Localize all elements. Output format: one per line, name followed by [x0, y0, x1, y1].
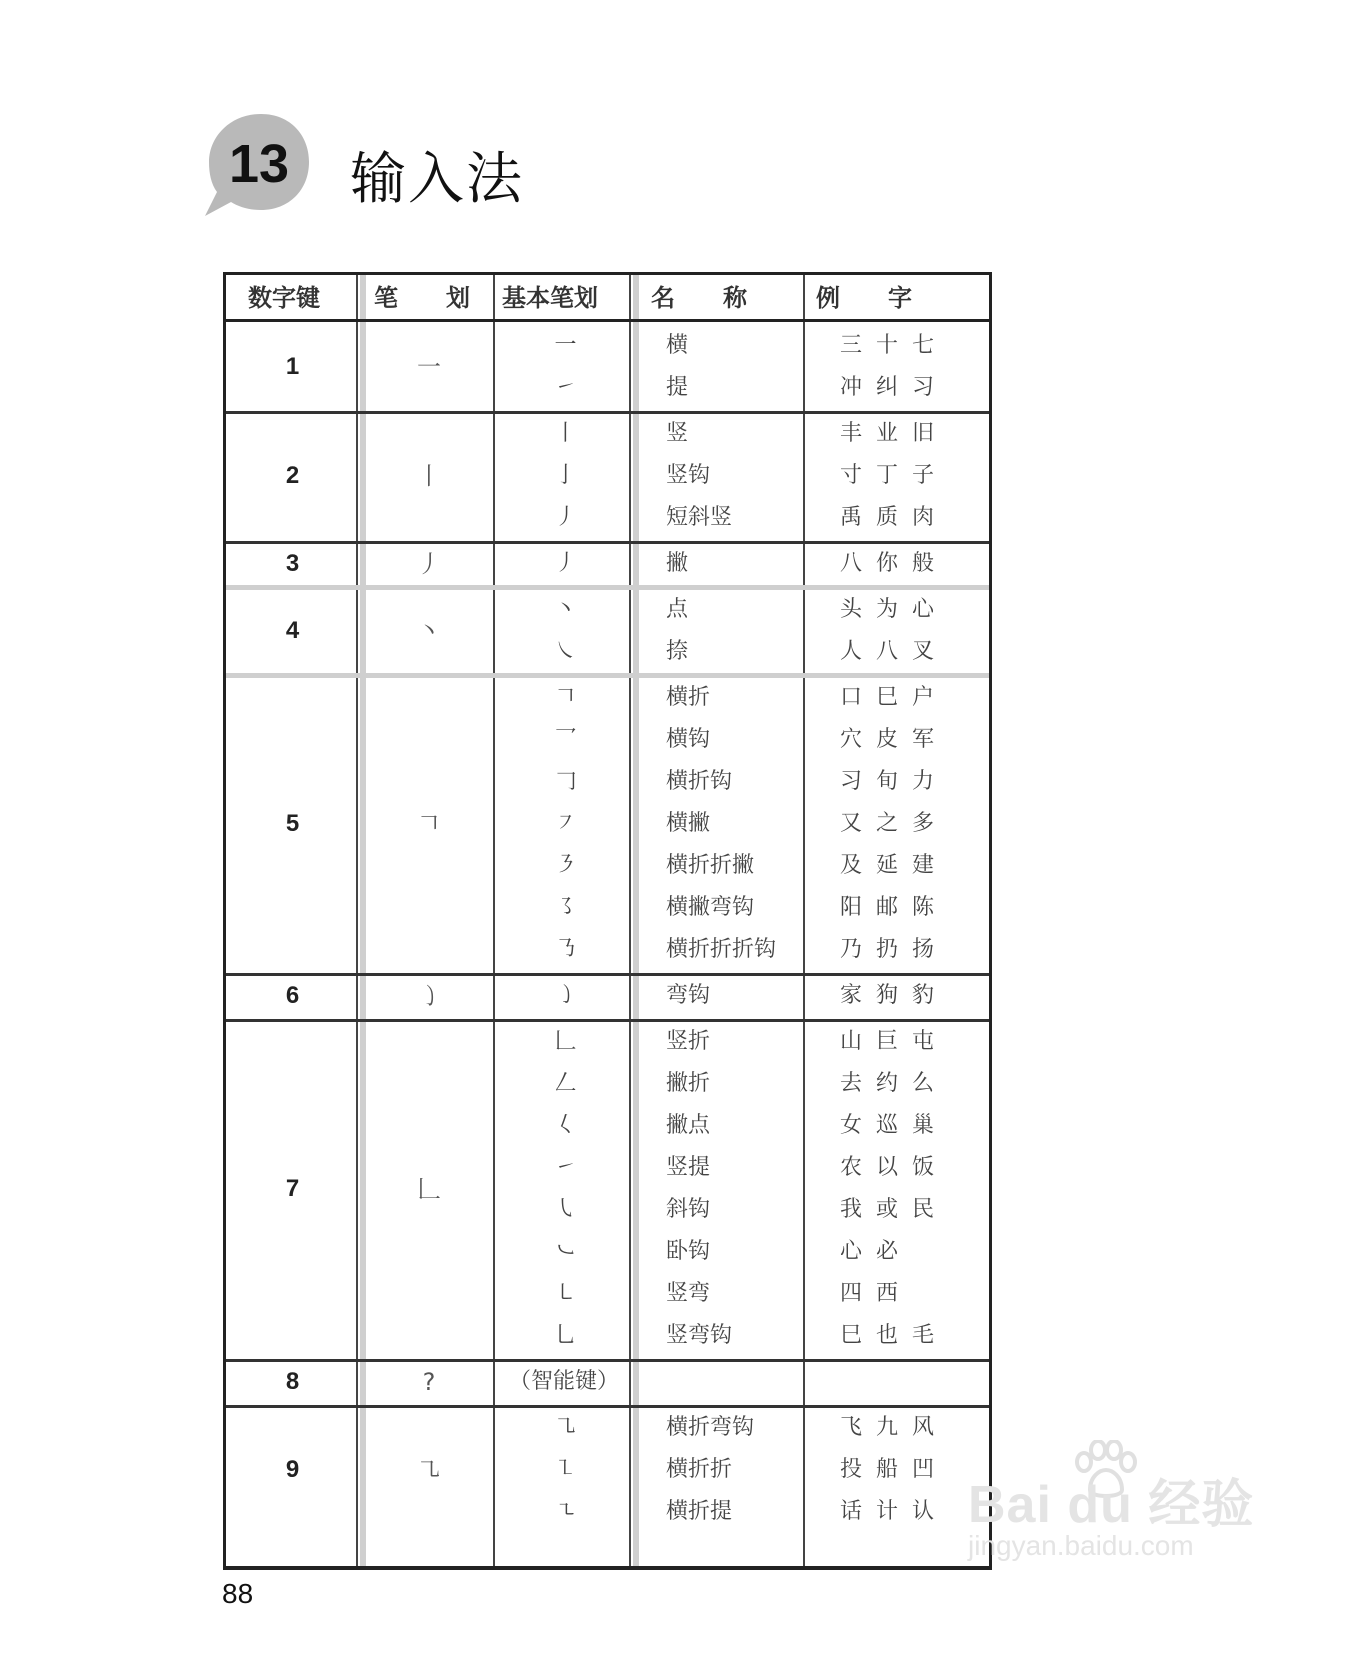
example-chars: 话计认	[840, 1499, 949, 1524]
watermark-url: jingyan.baidu.com	[968, 1530, 1194, 1561]
stroke-name: 弯钩	[666, 983, 711, 1008]
stroke-name: 横折钩	[666, 769, 733, 794]
example-chars: 家狗豹	[840, 983, 949, 1008]
baidu-jingyan-watermark: Bai du 经验	[968, 1476, 1255, 1534]
group-divider	[226, 1405, 989, 1408]
example-chars: 人八叉	[840, 639, 949, 664]
basic-stroke: 𠃊	[554, 1029, 577, 1054]
stroke-name: 横折提	[666, 1499, 733, 1524]
stroke-name: 捺	[666, 639, 689, 664]
example-chars: 山巨屯	[840, 1029, 949, 1054]
header-basic-stroke: 基本笔划	[502, 284, 598, 312]
stroke-name: 横撇弯钩	[666, 895, 755, 920]
basic-stroke: ㇇	[554, 811, 577, 836]
stroke-symbol: 丶	[417, 617, 441, 645]
stroke-name: 横	[666, 333, 689, 358]
stroke-name: 点	[666, 597, 689, 622]
example-chars: 四西	[840, 1281, 913, 1306]
key-number: 9	[285, 1456, 300, 1483]
header-examples: 例 字	[816, 284, 912, 312]
basic-stroke: ㇋	[554, 853, 577, 878]
page-number: 88	[222, 1578, 254, 1609]
example-chars: 八你般	[840, 551, 949, 576]
basic-stroke: 亅	[554, 463, 577, 488]
key-number: 4	[285, 617, 300, 644]
example-chars: 去约么	[840, 1071, 949, 1096]
stroke-name: 横折	[666, 685, 711, 710]
stroke-name: 撇	[666, 551, 689, 576]
key-number: 5	[285, 810, 300, 837]
example-chars: 冲纠习	[840, 375, 949, 400]
page-title: 输入法	[350, 147, 524, 212]
stroke-name: 斜钩	[666, 1197, 711, 1222]
example-chars: 习旬力	[840, 769, 949, 794]
basic-stroke: 一	[554, 333, 577, 358]
stroke-name: 竖弯钩	[666, 1323, 733, 1348]
stroke-symbol: 𠃊	[417, 1175, 441, 1203]
stroke-name: 竖钩	[666, 463, 711, 488]
group-divider	[226, 973, 989, 976]
chapter-number: 13	[228, 134, 290, 194]
header-key: 数字键	[248, 284, 320, 312]
stroke-name: 短斜竖	[666, 505, 733, 530]
stroke-name: 横钩	[666, 727, 711, 752]
basic-stroke: ㇈	[554, 1415, 577, 1440]
basic-stroke: 乛	[554, 727, 577, 752]
basic-stroke: ㇄	[554, 1281, 577, 1306]
example-chars: 农以饭	[840, 1155, 949, 1180]
basic-stroke: ㇀	[554, 1155, 577, 1180]
stroke-input-table	[223, 272, 992, 1570]
stroke-name: 撇点	[666, 1113, 711, 1138]
basic-stroke: ㇀	[554, 375, 577, 400]
group-divider	[226, 541, 989, 544]
header-stroke: 笔 划	[374, 284, 470, 312]
stroke-name: 竖	[666, 421, 689, 446]
basic-stroke: ㇁	[554, 983, 577, 1008]
stroke-symbol: 丿	[417, 550, 441, 578]
example-chars: 飞九风	[840, 1415, 949, 1440]
basic-stroke: 𠃋	[554, 1071, 577, 1096]
stroke-symbol: 丨	[417, 462, 441, 490]
group-divider	[226, 411, 989, 414]
key-number: 6	[285, 982, 300, 1009]
group-divider	[226, 1019, 989, 1022]
example-chars: 及延建	[840, 853, 949, 878]
basic-stroke: 丶	[554, 597, 577, 622]
stroke-name: 提	[666, 375, 689, 400]
example-chars: 投船凹	[840, 1457, 949, 1482]
example-chars: 穴皮军	[840, 727, 949, 752]
key-number: 7	[285, 1175, 300, 1202]
basic-stroke: ㇡	[554, 937, 577, 962]
basic-stroke: 乚	[554, 1323, 577, 1348]
stroke-symbol: ㇁	[417, 982, 441, 1010]
example-chars: 头为心	[840, 597, 949, 622]
key-number: 3	[285, 550, 300, 577]
basic-stroke: 丨	[554, 421, 577, 446]
example-chars: 三十七	[840, 333, 949, 358]
key-number: 2	[285, 462, 300, 489]
group-divider	[226, 1359, 989, 1362]
stroke-symbol: 一	[417, 353, 441, 381]
stroke-name: 横折折折钩	[666, 937, 777, 962]
header-name: 名 称	[651, 284, 747, 312]
group-divider	[226, 673, 989, 678]
example-chars: 丰业旧	[840, 421, 949, 446]
stroke-symbol: ㇈	[417, 1456, 441, 1484]
stroke-name: 竖弯	[666, 1281, 711, 1306]
example-chars: 口巳户	[840, 685, 949, 710]
smart-key-label: （智能键）	[509, 1369, 620, 1394]
stroke-name: 横折弯钩	[666, 1415, 755, 1440]
stroke-name: 撇折	[666, 1071, 711, 1096]
example-chars: 阳邮陈	[840, 895, 949, 920]
example-chars: 禹质肉	[840, 505, 949, 530]
example-chars: 又之多	[840, 811, 949, 836]
stroke-name: 横折折	[666, 1457, 733, 1482]
stroke-name: 横折折撇	[666, 853, 755, 878]
basic-stroke: ㇂	[554, 1197, 577, 1222]
basic-stroke: ㇍	[554, 1499, 577, 1524]
basic-stroke: 丿	[554, 551, 577, 576]
basic-stroke: 𠃌	[554, 769, 577, 794]
group-divider	[226, 585, 989, 590]
key-number: 8	[285, 1368, 300, 1395]
basic-stroke: ㇏	[554, 639, 577, 664]
stroke-symbol: ?	[422, 1368, 436, 1396]
example-chars: 巳也毛	[840, 1323, 949, 1348]
stroke-name: 竖折	[666, 1029, 711, 1054]
basic-stroke: ㇃	[554, 1239, 577, 1264]
stroke-name: 横撇	[666, 811, 711, 836]
example-chars: 女巡巢	[840, 1113, 949, 1138]
example-chars: 寸丁子	[840, 463, 949, 488]
example-chars: 我或民	[840, 1197, 949, 1222]
key-number: 1	[285, 353, 300, 380]
basic-stroke: 𡿨	[554, 1113, 577, 1138]
basic-stroke: ㇌	[554, 895, 577, 920]
example-chars: 乃扔扬	[840, 937, 949, 962]
example-chars: 心必	[840, 1239, 913, 1264]
basic-stroke: 丿	[554, 505, 577, 530]
basic-stroke: 𠃍	[554, 685, 577, 710]
stroke-name: 卧钩	[666, 1239, 711, 1264]
stroke-name: 竖提	[666, 1155, 711, 1180]
basic-stroke: ㇅	[554, 1457, 577, 1482]
stroke-symbol: 𠃍	[417, 810, 441, 838]
